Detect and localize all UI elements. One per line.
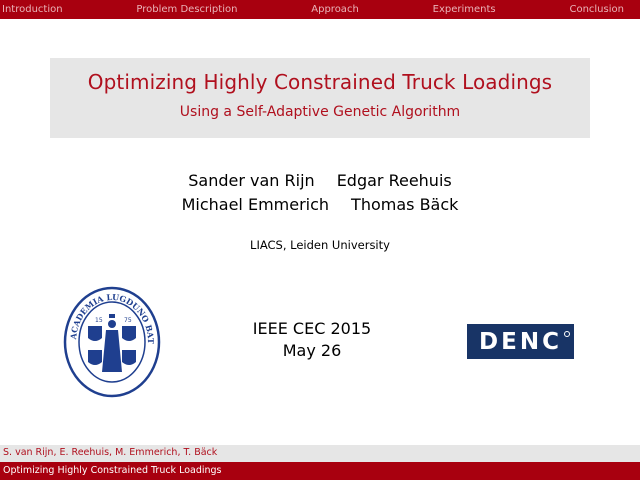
footer-title-bar	[0, 462, 640, 480]
conference-date: May 26	[282, 341, 342, 360]
author-name: Sander van Rijn	[188, 171, 315, 190]
author-name: Thomas Bäck	[351, 195, 459, 214]
authors-row-2	[0, 195, 640, 214]
presentation-title: Optimizing Highly Constrained Truck Loadings	[87, 70, 553, 94]
nav-item-conclusion[interactable]: Conclusion	[569, 4, 624, 15]
footer-authors: S. van Rijn, E. Reehuis, M. Emmerich, T. Bäck	[3, 447, 218, 458]
leiden-university-seal	[62, 286, 162, 398]
section-navigation	[0, 0, 640, 19]
denc-logo	[467, 324, 574, 359]
nav-item-introduction[interactable]: Introduction	[2, 4, 63, 15]
author-name: Michael Emmerich	[181, 195, 330, 214]
registered-icon	[564, 331, 570, 337]
institution: LIACS, Leiden University	[250, 238, 390, 252]
nav-item-approach[interactable]: Approach	[311, 4, 359, 15]
denc-logo-text: DENC	[479, 328, 562, 355]
presentation-subtitle: Using a Self-Adaptive Genetic Algorithm	[179, 104, 461, 120]
nav-item-problem-description[interactable]: Problem Description	[136, 4, 238, 15]
authors-row-1	[0, 171, 640, 190]
nav-item-experiments[interactable]: Experiments	[432, 4, 496, 15]
footer-authors-bar	[0, 445, 640, 462]
author-name: Edgar Reehuis	[336, 171, 452, 190]
seal-year-left: 15	[95, 317, 103, 324]
title-block	[50, 58, 590, 138]
seal-year-right: 75	[124, 317, 132, 324]
conference-name: IEEE CEC 2015	[252, 319, 372, 338]
seal-graphic	[62, 286, 162, 398]
footer-title: Optimizing Highly Constrained Truck Loadings	[3, 465, 222, 476]
seal-inscription: ACADEMIA LUGDUNO BAT	[68, 291, 157, 344]
